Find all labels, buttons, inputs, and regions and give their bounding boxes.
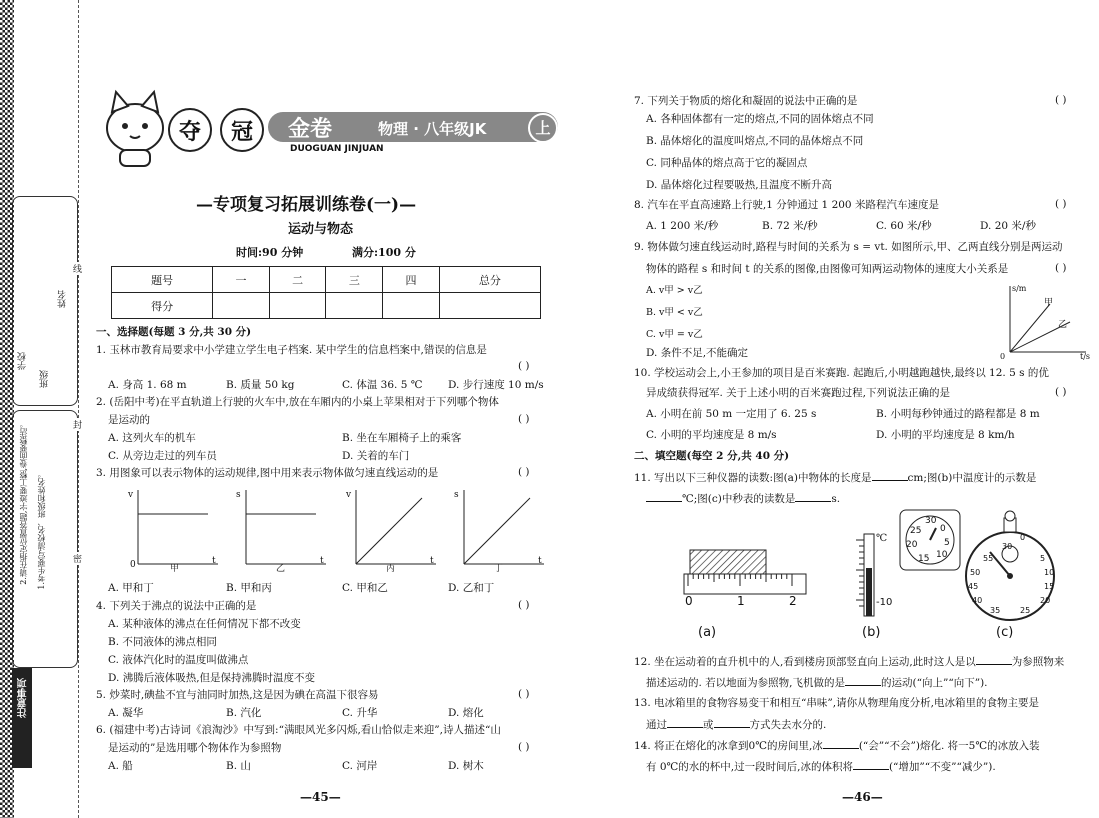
ruler-label: 0 bbox=[685, 594, 693, 608]
q7-option: B. 晶体熔化的温度叫熔点,不同的晶体熔点不同 bbox=[646, 135, 864, 147]
watch-inner-label: 25 bbox=[910, 526, 922, 536]
q13-text-cont bbox=[646, 717, 826, 732]
score-cell[interactable] bbox=[326, 293, 383, 319]
q1-option: D. 步行速度 10 m/s bbox=[448, 379, 544, 391]
q11-text-cont bbox=[646, 491, 840, 506]
q3-answer[interactable]: ( ) bbox=[518, 466, 530, 478]
watch-outer-label: 30 bbox=[1002, 542, 1013, 551]
watch-inner-label: 15 bbox=[918, 554, 930, 564]
q11-blank-c[interactable] bbox=[795, 491, 831, 502]
q11-text-b: ℃;图(c)中秒表的读数是 bbox=[682, 493, 796, 505]
q6-option: C. 河岸 bbox=[342, 760, 378, 772]
logo-pinyin: DUOGUAN JINJUAN bbox=[290, 144, 384, 154]
q4-option: D. 沸腾后液体吸热,但是保持沸腾时温度不变 bbox=[108, 672, 316, 684]
binding-sidebar bbox=[14, 0, 84, 818]
score-cell[interactable] bbox=[383, 293, 440, 319]
page-subtitle: 运动与物态 bbox=[288, 222, 354, 237]
watch-outer-label: 0 bbox=[1020, 533, 1026, 542]
watch-outer-label: 50 bbox=[970, 568, 981, 577]
q14-text-a: 14. 将正在熔化的冰拿到0℃的房间里,冰 bbox=[634, 740, 823, 752]
logo-char-duo: 夺 bbox=[168, 108, 212, 152]
q5-text: 5. 炒菜时,碘盐不宜与油同时加热,这是因为碘在高温下很容易 bbox=[96, 689, 379, 701]
watch-outer-label: 10 bbox=[1044, 568, 1055, 577]
q2-option: D. 关着的车门 bbox=[342, 450, 410, 462]
seal-char-feng: 封 bbox=[73, 418, 82, 431]
q13-text-b3: 方式失去水分的. bbox=[749, 719, 827, 731]
q8-option: B. 72 米/秒 bbox=[762, 220, 818, 232]
score-row-header bbox=[112, 267, 541, 293]
q11-blank-a[interactable] bbox=[872, 470, 908, 481]
q2-text-cont: 是运动的 bbox=[108, 414, 150, 426]
q2-text: 2. (岳阳中考)在平直轨道上行驶的火车中,放在车厢内的小桌上苹果相对于下列哪个物体 bbox=[96, 396, 499, 408]
q14-text-a2: (“会”“不会”)熔化. 将一5℃的冰放入装 bbox=[858, 740, 1040, 752]
page-title: —专项复习拓展训练卷(一)— bbox=[196, 195, 417, 215]
seal-char-mi: 密 bbox=[73, 552, 82, 565]
q10-text: 10. 学校运动会上,小王参加的项目是百米赛跑. 起跑后,小明越跑越快,最终以 12. 5 s 的优 bbox=[634, 367, 1049, 379]
watch-outer-label: 40 bbox=[972, 596, 983, 605]
q14-text bbox=[634, 738, 1040, 753]
q12-text-cont bbox=[646, 675, 988, 690]
axis-label: v bbox=[128, 490, 134, 500]
score-cell: 一 bbox=[213, 267, 270, 293]
q4-option: A. 某种液体的沸点在任何情况下都不改变 bbox=[108, 618, 301, 630]
q1-text: 1. 玉林市教育局要求中小学建立学生电子档案. 某中学生的信息档案中,错误的信息是 bbox=[96, 344, 487, 356]
q10-option: B. 小明每秒钟通过的路程都是 8 m bbox=[876, 408, 1040, 420]
q14-text-cont bbox=[646, 759, 996, 774]
q11-text-a2: cm;图(b)中温度计的示数是 bbox=[907, 472, 1037, 484]
rule2-text: 2.请在指定位置答题,字迹要工整,卷面要整洁。 bbox=[19, 420, 28, 585]
q6-answer[interactable]: ( ) bbox=[518, 741, 530, 753]
score-cell: 总分 bbox=[439, 267, 540, 293]
axis-label: t bbox=[320, 556, 324, 566]
q7-option: A. 各种固体都有一定的熔点,不同的固体熔点不同 bbox=[646, 113, 874, 125]
graph-label: 丙 bbox=[386, 564, 396, 574]
q6-option: D. 树木 bbox=[448, 760, 484, 772]
q11-text-b2: s. bbox=[831, 493, 841, 505]
q8-option: C. 60 米/秒 bbox=[876, 220, 932, 232]
watch-inner-label: 5 bbox=[944, 538, 950, 548]
q8-option: A. 1 200 米/秒 bbox=[646, 220, 719, 232]
score-cell[interactable] bbox=[213, 293, 270, 319]
q4-option: B. 不同液体的沸点相同 bbox=[108, 636, 217, 648]
cat-mascot-icon bbox=[100, 88, 170, 168]
q2-answer[interactable]: ( ) bbox=[518, 413, 530, 425]
axis-label: s bbox=[454, 490, 459, 500]
q9-option: B. v甲 < v乙 bbox=[646, 307, 703, 318]
graph-label: 甲 bbox=[170, 564, 180, 574]
q7-answer[interactable]: ( ) bbox=[1055, 94, 1067, 106]
watch-inner-label: 10 bbox=[936, 550, 948, 560]
logo-shang: 上 bbox=[528, 113, 558, 143]
q11-blank-b[interactable] bbox=[646, 491, 682, 502]
watch-outer-label: 35 bbox=[990, 606, 1001, 615]
score-cell: 得分 bbox=[112, 293, 213, 319]
q13-text-b2: 或 bbox=[703, 719, 714, 731]
q7-option: D. 晶体熔化过程要吸热,且温度不断升高 bbox=[646, 179, 833, 191]
score-cell: 题号 bbox=[112, 267, 213, 293]
q12-blank-b[interactable] bbox=[845, 675, 881, 686]
watch-outer-label: 20 bbox=[1040, 596, 1051, 605]
watch-inner-label: 20 bbox=[906, 540, 918, 550]
q14-text-b: 有 0℃的水的杯中,过一段时间后,冰的体积将 bbox=[646, 761, 853, 773]
q9-option: C. v甲 = v乙 bbox=[646, 329, 703, 340]
q13-blank-a[interactable] bbox=[667, 717, 703, 728]
rule1-text: 1.考生要写清校名、班级和姓名。 bbox=[37, 470, 46, 590]
q9-axis-x: t/s bbox=[1080, 352, 1091, 361]
q12-text-b2: 的运动(“向上”“向下”). bbox=[881, 677, 988, 689]
q12-text-a: 12. 坐在运动着的直升机中的人,看到楼房顶部竖直向上运动,此时这人是以 bbox=[634, 656, 976, 668]
q5-option: D. 熔化 bbox=[448, 707, 484, 719]
q5-option: C. 升华 bbox=[342, 707, 378, 719]
cut-line bbox=[78, 0, 79, 818]
q3-graphs bbox=[120, 484, 550, 576]
graph-label: 丁 bbox=[494, 564, 504, 574]
axis-label: t bbox=[430, 556, 434, 566]
thermo-label: -10 bbox=[876, 597, 893, 608]
q5-answer[interactable]: ( ) bbox=[518, 688, 530, 700]
q3-option: A. 甲和丁 bbox=[108, 582, 154, 594]
q8-answer[interactable]: ( ) bbox=[1055, 198, 1067, 210]
ruler-label: 1 bbox=[737, 594, 745, 608]
page-number-left: —45— bbox=[300, 790, 341, 804]
q14-blank-b[interactable] bbox=[853, 759, 889, 770]
logo-jinjuan: 金卷 bbox=[288, 117, 333, 142]
logo-subject: 物理 · 八年级JK bbox=[378, 120, 487, 138]
axis-label: 0 bbox=[130, 560, 136, 570]
watch-outer-label: 15 bbox=[1044, 582, 1055, 591]
name-label: 姓名 bbox=[58, 290, 68, 308]
q5-option: B. 汽化 bbox=[226, 707, 262, 719]
section1-heading: 一、选择题(每题 3 分,共 30 分) bbox=[96, 326, 252, 338]
axis-label: t bbox=[212, 556, 216, 566]
q10-answer[interactable]: ( ) bbox=[1055, 386, 1067, 398]
class-label: 班级 bbox=[40, 370, 50, 388]
seal-char-line: 线 bbox=[73, 262, 82, 275]
q3-text: 3. 用图象可以表示物体的运动规律,图中用来表示物体做匀速直线运动的是 bbox=[96, 467, 439, 479]
q7-option: C. 同种晶体的熔点高于它的凝固点 bbox=[646, 157, 808, 169]
q6-text-cont: 是运动的”是选用哪个物体作为参照物 bbox=[108, 742, 282, 754]
q13-text-b1: 通过 bbox=[646, 719, 667, 731]
q13-text: 13. 电冰箱里的食物容易变干和相互“串味”,请你从物理角度分析,电冰箱里的食物主要是 bbox=[634, 697, 1039, 709]
q10-text-cont: 异成绩获得冠军. 关于上述小明的百米赛跑过程,下列说法正确的是 bbox=[646, 387, 951, 399]
watch-inner-label: 30 bbox=[925, 516, 937, 526]
full-score-label: 满分:100 分 bbox=[352, 246, 416, 259]
axis-label: v bbox=[346, 490, 352, 500]
fig-label-c: (c) bbox=[996, 625, 1014, 640]
q10-option: A. 小明在前 50 m 一定用了 6. 25 s bbox=[646, 408, 817, 420]
graph-label: 乙 bbox=[276, 564, 286, 574]
q9-text-cont: 物体的路程 s 和时间 t 的关系的图像,由图像可知两运动物体的速度大小关系是 bbox=[646, 263, 1009, 275]
watch-inner-label: 0 bbox=[940, 524, 946, 534]
q4-option: C. 液体汽化时的温度叫做沸点 bbox=[108, 654, 249, 666]
q1-option: A. 身高 1. 68 m bbox=[108, 379, 187, 391]
q9-text: 9. 物体做匀速直线运动时,路程与时间的关系为 s = vt. 如图所示,甲、乙两直线分别是两运动 bbox=[634, 241, 1063, 253]
axis-label: s bbox=[236, 490, 241, 500]
q9-option: A. v甲 > v乙 bbox=[646, 285, 703, 296]
q11-text bbox=[634, 470, 1036, 485]
q10-option: C. 小明的平均速度是 8 m/s bbox=[646, 429, 777, 441]
time-label: 时间:90 分钟 bbox=[236, 246, 304, 259]
q12-blank-a[interactable] bbox=[976, 654, 1012, 665]
fig-label-a: (a) bbox=[698, 625, 717, 640]
page-number-right: —46— bbox=[842, 790, 883, 804]
ruler-label: 2 bbox=[789, 594, 797, 608]
q9-line-yi: 乙 bbox=[1058, 320, 1068, 330]
thermo-unit: ℃ bbox=[876, 533, 888, 544]
q1-option: B. 质量 50 kg bbox=[226, 379, 295, 391]
q4-answer[interactable]: ( ) bbox=[518, 599, 530, 611]
school-label: 学校 bbox=[18, 352, 28, 370]
q6-text: 6. (福建中考)古诗词《浪淘沙》中写到:“满眼风光多闪烁,看山恰似走来迎”,诗人描述“山 bbox=[96, 724, 501, 736]
section2-heading: 二、填空题(每空 2 分,共 40 分) bbox=[634, 450, 790, 462]
q9-answer[interactable]: ( ) bbox=[1055, 262, 1067, 274]
q11-text-a: 11. 写出以下三种仪器的读数:图(a)中物体的长度是 bbox=[634, 472, 872, 484]
q6-option: B. 山 bbox=[226, 760, 251, 772]
q9-line-jia: 甲 bbox=[1044, 298, 1054, 308]
q2-option: C. 从旁边走过的列车员 bbox=[108, 450, 217, 462]
score-cell[interactable] bbox=[439, 293, 540, 319]
logo-char-guan: 冠 bbox=[220, 108, 264, 152]
watch-outer-label: 25 bbox=[1020, 606, 1031, 615]
q9-origin: 0 bbox=[1000, 352, 1006, 361]
watch-outer-label: 45 bbox=[968, 582, 979, 591]
q5-option: A. 凝华 bbox=[108, 707, 144, 719]
q3-option: C. 甲和乙 bbox=[342, 582, 388, 594]
score-table bbox=[111, 266, 541, 319]
q13-blank-b[interactable] bbox=[714, 717, 750, 728]
q12-text-a2: 为参照物来 bbox=[1011, 656, 1065, 668]
q12-text-b: 描述运动的. 若以地面为参照物,飞机做的是 bbox=[646, 677, 846, 689]
q14-blank-a[interactable] bbox=[823, 738, 859, 749]
q6-option: A. 船 bbox=[108, 760, 133, 772]
score-cell: 二 bbox=[269, 267, 326, 293]
watch-outer-label: 5 bbox=[1040, 554, 1046, 563]
q14-text-b2: (“增加”“不变”“减少”). bbox=[888, 761, 996, 773]
q10-option: D. 小明的平均速度是 8 km/h bbox=[876, 429, 1015, 441]
q3-option: B. 甲和丙 bbox=[226, 582, 272, 594]
q8-option: D. 20 米/秒 bbox=[980, 220, 1036, 232]
q8-text: 8. 汽车在平直高速路上行驶,1 分钟通过 1 200 米路程汽车速度是 bbox=[634, 199, 939, 211]
q9-option: D. 条件不足,不能确定 bbox=[646, 347, 749, 359]
score-cell: 四 bbox=[383, 267, 440, 293]
q12-text bbox=[634, 654, 1064, 669]
q3-option: D. 乙和丁 bbox=[448, 582, 495, 594]
logo-banner bbox=[100, 88, 560, 168]
fig-label-b: (b) bbox=[862, 625, 881, 640]
axis-label: t bbox=[538, 556, 542, 566]
watch-outer-label: 55 bbox=[983, 554, 994, 563]
q7-text: 7. 下列关于物质的熔化和凝固的说法中正确的是 bbox=[634, 95, 858, 107]
score-cell: 三 bbox=[326, 267, 383, 293]
notice-title-box bbox=[12, 668, 32, 768]
q9-axis-y: s/m bbox=[1012, 284, 1027, 293]
notice-title: 注意事项 bbox=[18, 678, 29, 718]
q1-answer[interactable]: ( ) bbox=[518, 360, 530, 372]
q1-option: C. 体温 36. 5 ℃ bbox=[342, 379, 423, 391]
q4-text: 4. 下列关于沸点的说法中正确的是 bbox=[96, 600, 257, 612]
q2-option: B. 坐在车厢椅子上的乘客 bbox=[342, 432, 462, 444]
q2-option: A. 这列火车的机车 bbox=[108, 432, 196, 444]
score-row-values bbox=[112, 293, 541, 319]
score-cell[interactable] bbox=[269, 293, 326, 319]
